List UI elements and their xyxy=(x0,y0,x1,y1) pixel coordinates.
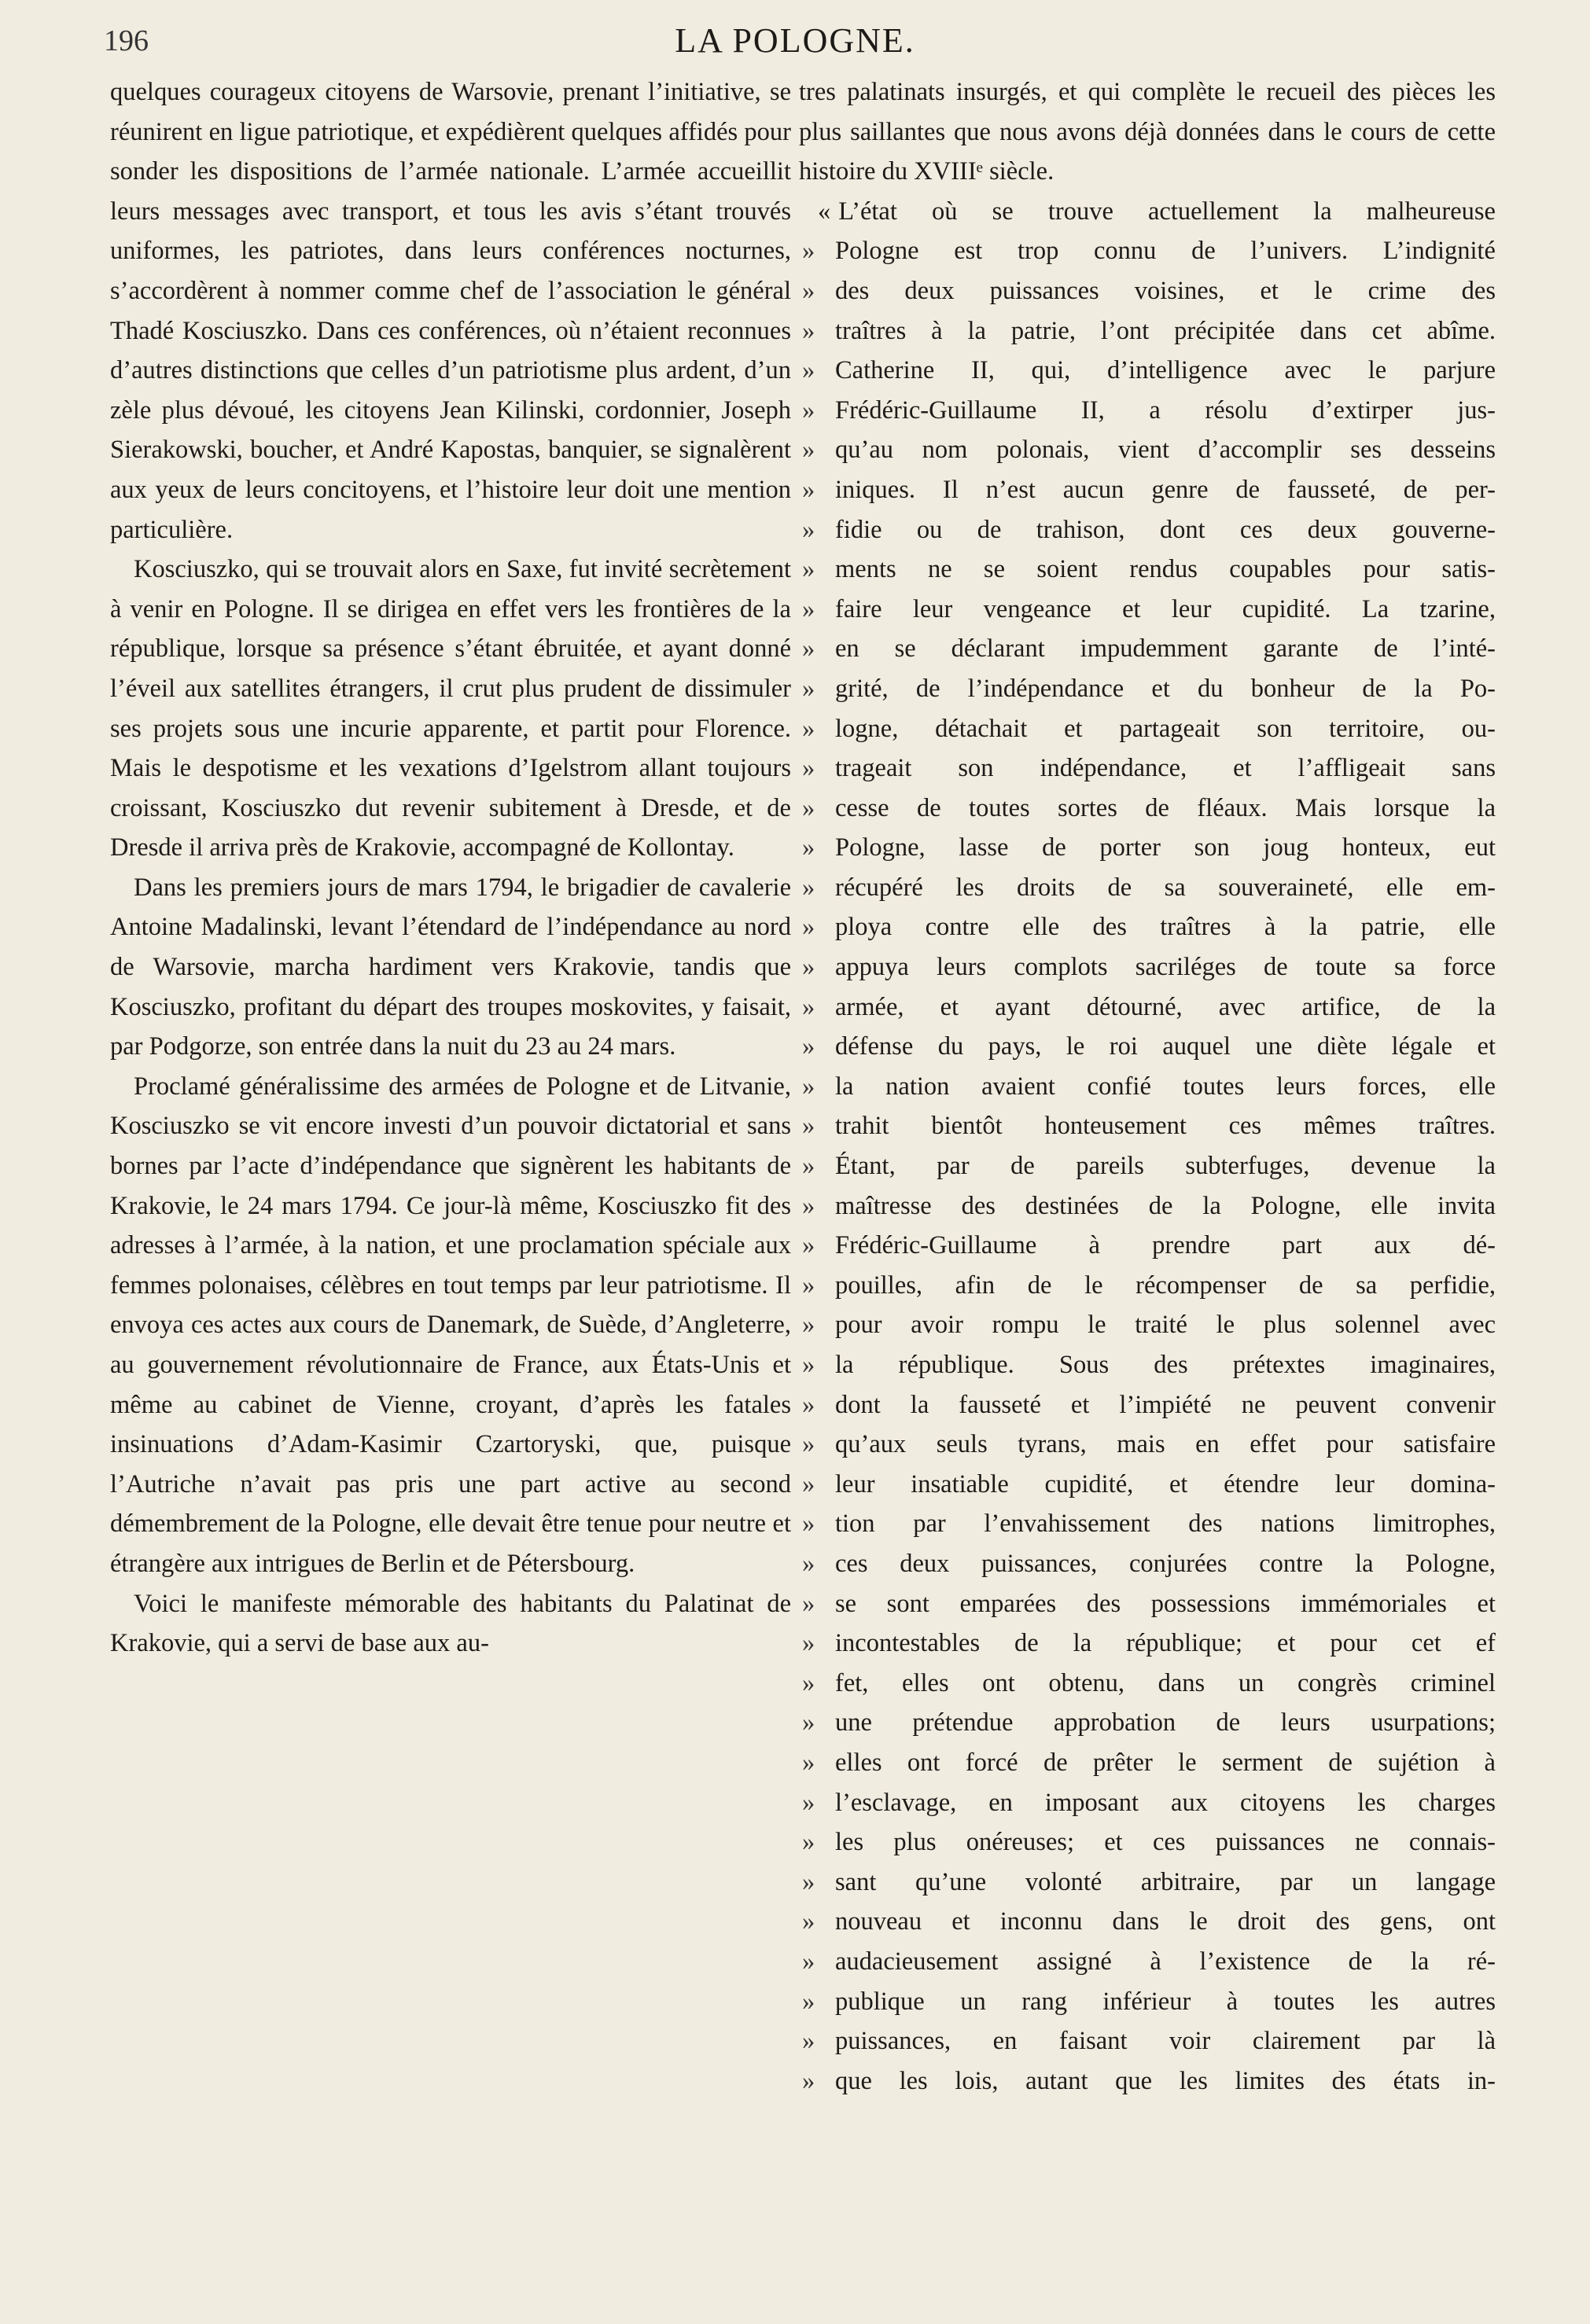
quote-mark: » xyxy=(802,1311,815,1340)
quote-line-text: iniques. Il n’est aucun genre de fausseté, de per- xyxy=(835,475,1496,504)
quote-line xyxy=(799,1305,1496,1345)
quote-line-text: ploya contre elle des traîtres à la patrie, elle xyxy=(835,913,1496,942)
quote-line xyxy=(799,868,1496,908)
quote-line xyxy=(799,550,1496,590)
quote-mark: » xyxy=(802,1828,815,1857)
quote-line xyxy=(799,1345,1496,1385)
quote-mark: » xyxy=(802,1032,815,1061)
quote-line xyxy=(799,1106,1496,1146)
quote-line xyxy=(799,1863,1496,1903)
quote-line-text: trageait son indépendance, et l’affligeait sans xyxy=(835,754,1496,783)
quote-line-text: que les lois, autant que les limites des états in- xyxy=(835,2066,1496,2095)
quote-mark: » xyxy=(802,1668,815,1697)
quote-mark: » xyxy=(802,436,815,465)
quote-line xyxy=(799,231,1496,271)
quote-mark: » xyxy=(802,793,815,822)
quote-mark: » xyxy=(802,1469,815,1498)
quote-line-text: publique un rang inférieur à toutes les autres xyxy=(835,1987,1496,2016)
quote-mark: » xyxy=(802,594,815,623)
quote-line xyxy=(799,391,1496,431)
quote-line xyxy=(799,271,1496,311)
quote-mark: » xyxy=(802,953,815,982)
quote-line xyxy=(799,1942,1496,1982)
quote-line xyxy=(799,1067,1496,1107)
quote-line xyxy=(799,1027,1496,1067)
quote-line xyxy=(799,1623,1496,1664)
quote-mark: » xyxy=(802,1270,815,1300)
quote-line-text: trahit bientôt honteusement ces mêmes traîtres. xyxy=(835,1112,1496,1141)
quote-mark: » xyxy=(802,1231,815,1260)
quote-line-text: Catherine II, qui, d’intelligence avec le parjure xyxy=(835,356,1496,385)
quote-line-text: l’esclavage, en imposant aux citoyens les charges xyxy=(835,1788,1496,1817)
quote-mark: » xyxy=(802,873,815,902)
quote-line xyxy=(799,351,1496,391)
quote-line-text: Étant, par de pareils subterfuges, devenue la xyxy=(835,1152,1496,1181)
quote-mark: » xyxy=(802,316,815,345)
quote-line-text: défense du pays, le roi auquel une diète légale et xyxy=(835,1032,1496,1061)
quote-line-text: faire leur vengeance et leur cupidité. La tzarine, xyxy=(835,594,1496,623)
paragraph: Kosciuszko, qui se trouvait alors en Saxe, fut invité secrètement à venir en Pologne. Il se dirigea en effet vers les frontières de la république, lorsque sa présence s’étant ébruitée, et ayant donné l’éveil aux satellites étrangers, il crut plus prudent de dissimuler ses projets sous une incurie apparente, et partit pour Florence. Mais le despotisme et les vexations d’Igelstrom allant toujours croissant, Kosciuszko dut revenir subitement à Dresde, et de Dresde il arriva près de Krakovie, accompagné de Kollontay. xyxy=(110,555,791,862)
quote-line xyxy=(799,1146,1496,1186)
quote-mark: » xyxy=(802,1390,815,1419)
quote-mark: » xyxy=(802,1351,815,1379)
quote-line-text: en se déclarant impudemment garante de l’inté- xyxy=(835,634,1496,664)
quote-line-text: pouilles, afin de le récompenser de sa perfidie, xyxy=(835,1270,1496,1300)
quote-line-text: appuya leurs complots sacriléges de toute sa force xyxy=(835,953,1496,982)
quote-line xyxy=(799,748,1496,789)
quote-line-text: cesse de toutes sortes de fléaux. Mais lorsque la xyxy=(835,793,1496,822)
quote-line-text: leur insatiable cupidité, et étendre leur domina- xyxy=(835,1469,1496,1498)
quote-line-text: traîtres à la patrie, l’ont précipitée dans cet abîme. xyxy=(835,316,1496,345)
quote-line-text: audacieusement assigné à l’existence de la ré- xyxy=(835,1947,1496,1976)
quote-line-text: armée, et ayant détourné, avec artifice, de la xyxy=(835,992,1496,1021)
quote-line-text: L’état où se trouve actuellement la malheureuse xyxy=(838,197,1496,226)
paragraph: quelques courageux citoyens de Warsovie, prenant l’initiative, se réunirent en ligue patriotique, et expédièrent quelques affidés pour sonder les dispositions de l’armée nationale. L’armée accueillit leurs messages avec transport, et tous les avis s’étant trouvés uniformes, les patriotes, dans leurs conférences nocturnes, s’accordèrent à nommer comme chef de l’association le général Thadé Kosciuszko. Dans ces conférences, où n’étaient reconnues d’autres distinctions que celles d’un patriotisme plus ardent, d’un zèle plus dévoué, les citoyens Jean Kilinski, cordonnier, Joseph Sierakowski, boucher, et André Kapostas, banquier, se signalèrent aux yeux de leurs concitoyens, et l’histoire leur doit une mention particulière. xyxy=(110,78,791,544)
quote-mark: » xyxy=(802,913,815,942)
quote-line xyxy=(799,430,1496,470)
quote-mark: » xyxy=(802,833,815,862)
quote-mark: » xyxy=(802,1112,815,1141)
quote-line-text: dont la fausseté et l’impiété ne peuvent convenir xyxy=(835,1390,1496,1419)
quote-line-text: la république. Sous des prétextes imaginaires, xyxy=(835,1351,1496,1379)
quote-line-text: elles ont forcé de prêter le serment de sujétion à xyxy=(835,1748,1496,1777)
quote-line xyxy=(799,311,1496,351)
quote-line-text: puissances, en faisant voir clairement par là xyxy=(835,2027,1496,2056)
quote-mark: » xyxy=(802,1907,815,1936)
paragraph: Voici le manifeste mémorable des habitants du Palatinat de Krakovie, qui a servi de base aux au- xyxy=(110,1589,791,1658)
quote-line-text: fidie ou de trahison, dont ces deux gouverne- xyxy=(835,515,1496,544)
quote-line-text: les plus onéreuses; et ces puissances ne connais- xyxy=(835,1828,1496,1857)
quote-line xyxy=(799,987,1496,1028)
quote-line xyxy=(799,1465,1496,1505)
quote-mark: » xyxy=(802,2066,815,2095)
quote-line xyxy=(799,1186,1496,1226)
quote-mark: » xyxy=(802,1152,815,1181)
quote-mark: » xyxy=(802,1509,815,1539)
page-number: 196 xyxy=(104,24,149,57)
quote-line xyxy=(799,1266,1496,1306)
quote-line xyxy=(799,1504,1496,1544)
quote-line-text: fet, elles ont obtenu, dans un congrès criminel xyxy=(835,1668,1496,1697)
quote-mark: » xyxy=(802,356,815,385)
quote-line xyxy=(799,1902,1496,1942)
quote-mark: » xyxy=(802,1788,815,1817)
quote-mark: » xyxy=(802,1708,815,1737)
quote-line xyxy=(799,510,1496,550)
quote-line-text: ments ne se soient rendus coupables pour satis- xyxy=(835,555,1496,584)
quote-line xyxy=(799,947,1496,987)
quote-line-text: se sont emparées des possessions immémoriales et xyxy=(835,1589,1496,1618)
quote-line xyxy=(799,590,1496,630)
quote-mark: » xyxy=(802,1549,815,1578)
quote-mark: » xyxy=(802,395,815,425)
quote-mark: » xyxy=(802,555,815,584)
quote-line xyxy=(799,470,1496,510)
quote-line-text: Pologne est trop connu de l’univers. L’indignité xyxy=(835,237,1496,266)
quote-open-mark: « xyxy=(818,197,831,226)
quote-line-text: incontestables de la république; et pour cet ef xyxy=(835,1629,1496,1658)
quote-line xyxy=(799,828,1496,868)
quote-mark: » xyxy=(802,1987,815,2016)
left-column xyxy=(110,72,791,1664)
quote-mark: » xyxy=(802,2027,815,2056)
quote-line xyxy=(799,669,1496,709)
quote-line-text: Frédéric-Guillaume à prendre part aux dé- xyxy=(835,1231,1496,1260)
quote-mark: » xyxy=(802,754,815,783)
quote-line xyxy=(799,1226,1496,1266)
quote-mark: » xyxy=(802,634,815,664)
quote-line-text: la nation avaient confié toutes leurs forces, elle xyxy=(835,1072,1496,1101)
quote-mark: » xyxy=(802,1748,815,1777)
quote-mark: » xyxy=(802,515,815,544)
quote-mark: » xyxy=(802,674,815,703)
quote-line xyxy=(799,192,1496,232)
right-column xyxy=(799,72,1496,2101)
quote-line-text: Pologne, lasse de porter son joug honteux, eut xyxy=(835,833,1496,862)
quote-mark: » xyxy=(802,1947,815,1976)
quote-line-text: pour avoir rompu le traité le plus solennel avec xyxy=(835,1311,1496,1340)
paragraph: Dans les premiers jours de mars 1794, le brigadier de cavalerie Antoine Madalinski, levant l’étendard de l’indépendance au nord de Warsovie, marcha hardiment vers Krakovie, tandis que Kosciuszko, profitant du départ des troupes moskovites, y faisait, par Podgorze, son entrée dans la nuit du 23 au 24 mars. xyxy=(110,873,791,1061)
quote-line xyxy=(799,789,1496,829)
quote-line xyxy=(799,1743,1496,1783)
running-title: LA POLOGNE. xyxy=(675,21,915,60)
quote-line-text: ces deux puissances, conjurées contre la Pologne, xyxy=(835,1549,1496,1578)
paragraph-intro: tres palatinats insurgés, et qui complète le recueil des pièces les plus saillantes que nous avons déjà données dans le cours de cette histoire du XVIIIᵉ siècle. xyxy=(799,78,1496,186)
paragraph: Proclamé généralissime des armées de Pologne et de Litvanie, Kosciuszko se vit encore investi d’un pouvoir dictatorial et sans bornes par l’acte d’indépendance que signèrent les habitants de Krakovie, le 24 mars 1794. Ce jour-là même, Kosciuszko fit des adresses à l’armée, à la nation, et une proclamation spéciale aux femmes polonaises, célèbres en tout temps par leur patriotisme. Il envoya ces actes aux cours de Danemark, de Suède, d’Angleterre, au gouvernement révolutionnaire de France, aux États-Unis et même au cabinet de Vienne, croyant, d’après les fatales insinuations d’Adam-Kasimir Czartoryski, que, puisque l’Autriche n’avait pas pris une part active au second démembrement de la Pologne, elle devait être tenue pour neutre et étrangère aux intrigues de Berlin et de Pétersbourg. xyxy=(110,1072,791,1578)
quote-line xyxy=(799,1385,1496,1425)
quote-line-text: sant qu’une volonté arbitraire, par un langage xyxy=(835,1867,1496,1896)
quote-line-text: Frédéric-Guillaume II, a résolu d’extirper jus- xyxy=(835,395,1496,425)
quote-line xyxy=(799,907,1496,947)
quote-mark: » xyxy=(802,1072,815,1101)
quote-line xyxy=(799,1425,1496,1465)
quote-line-text: qu’au nom polonais, vient d’accomplir ses desseins xyxy=(835,436,1496,465)
quote-mark: » xyxy=(802,1191,815,1220)
quote-mark: » xyxy=(802,1629,815,1658)
quote-line xyxy=(799,1664,1496,1704)
quote-mark: » xyxy=(802,1430,815,1459)
quote-line-text: récupéré les droits de sa souveraineté, elle em- xyxy=(835,873,1496,902)
quote-mark: » xyxy=(802,1867,815,1896)
quote-line xyxy=(799,1703,1496,1743)
quote-line-text: logne, détachait et partageait son territoire, ou- xyxy=(835,714,1496,743)
quote-mark: » xyxy=(802,475,815,504)
quote-line-text: nouveau et inconnu dans le droit des gens, ont xyxy=(835,1907,1496,1936)
quote-line-text: tion par l’envahissement des nations limitrophes, xyxy=(835,1509,1496,1539)
quote-line-text: des deux puissances voisines, et le crime des xyxy=(835,276,1496,305)
quote-line-text: une prétendue approbation de leurs usurpations; xyxy=(835,1708,1496,1737)
quote-line xyxy=(799,2021,1496,2061)
quote-mark: » xyxy=(802,1589,815,1618)
quote-line xyxy=(799,1584,1496,1624)
manifesto-quote xyxy=(799,192,1496,2102)
quote-mark: » xyxy=(802,714,815,743)
quote-mark: » xyxy=(802,237,815,266)
quote-line-text: grité, de l’indépendance et du bonheur de la Po- xyxy=(835,674,1496,703)
quote-mark: » xyxy=(802,992,815,1021)
quote-line xyxy=(799,2061,1496,2102)
quote-line xyxy=(799,1982,1496,2022)
quote-mark: » xyxy=(802,276,815,305)
quote-line-text: maîtresse des destinées de la Pologne, elle invita xyxy=(835,1191,1496,1220)
quote-line xyxy=(799,1783,1496,1823)
quote-line xyxy=(799,709,1496,749)
quote-line xyxy=(799,1822,1496,1863)
quote-line xyxy=(799,1544,1496,1584)
quote-line xyxy=(799,629,1496,669)
quote-line-text: qu’aux seuls tyrans, mais en effet pour satisfaire xyxy=(835,1430,1496,1459)
